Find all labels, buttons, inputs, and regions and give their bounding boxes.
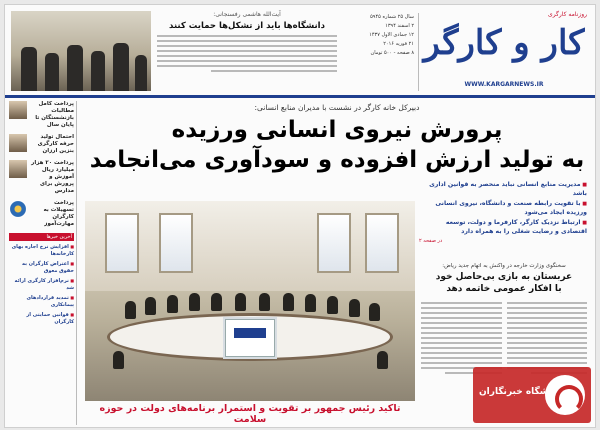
summary-bullet: ■ مدیریت منابع انسانی نباید منحصر به قوانین اداری باشد bbox=[419, 181, 587, 198]
issue-price: ۸ صفحه - ۵۰۰ تومان bbox=[370, 50, 414, 56]
top-story[interactable] bbox=[157, 11, 337, 93]
sidebar-bullet[interactable]: ■ قوانین حمایتی از کارگران bbox=[9, 311, 74, 326]
sidebar-bullet[interactable]: ■ تمدید قراردادهای پیمانکاری bbox=[9, 294, 74, 309]
newspaper-logo[interactable]: کار و کارگر bbox=[423, 23, 585, 63]
sidebar-news-text[interactable]: پرداخت تسهیلات به کارگران مهارت‌آموز bbox=[43, 200, 74, 227]
right-story-title-line-2[interactable]: با افکار عمومی خاتمه دهد bbox=[446, 284, 562, 294]
masthead-tagline: روزنامه کارگری bbox=[548, 11, 587, 18]
right-story-body bbox=[421, 299, 587, 377]
masthead bbox=[419, 9, 589, 93]
sidebar-bullet[interactable]: ■ اعتراض کارگران به حقوق معوق bbox=[9, 260, 74, 275]
continued-on-page[interactable]: در صفحه ۲ bbox=[419, 238, 443, 244]
main-headline-line-1[interactable]: پرورش نیروی انسانی ورزیده bbox=[171, 117, 503, 143]
top-story-kicker: آیت‌الله هاشمی رفسنجانی: bbox=[213, 11, 281, 18]
right-story-title[interactable] bbox=[421, 271, 587, 295]
badge-text: باشگاه خبرنگاران bbox=[479, 387, 556, 397]
sidebar-news-item[interactable] bbox=[9, 160, 74, 195]
left-sidebar bbox=[9, 101, 77, 425]
headline-summary bbox=[419, 181, 587, 244]
main-headline-line-2[interactable]: به تولید ارزش افزوده و سودآوری می‌انجامد bbox=[89, 147, 585, 173]
sidebar-news-item[interactable] bbox=[9, 134, 74, 155]
main-headline[interactable] bbox=[85, 115, 589, 175]
issue-date-gregorian: ۲۱ فوریه ۲۰۱۶ bbox=[383, 41, 414, 47]
newspaper-url[interactable]: WWW.KARGARNEWS.IR bbox=[464, 81, 544, 88]
watermark-badge bbox=[473, 367, 591, 423]
sidebar-bullet[interactable]: ■ افزایش نرخ اجاره بهای کارخانه‌ها bbox=[9, 243, 74, 258]
main-photo-caption[interactable]: تاکید رئیس جمهور بر تقویت و استمرار برنامه‌های دولت در حوزه سلامت bbox=[99, 403, 401, 425]
issue-date-persian: ۲ اسفند ۱۳۹۴ bbox=[385, 23, 414, 29]
sidebar-news-thumbnail[interactable] bbox=[9, 160, 27, 178]
issue-number: سال ۲۵ شماره ۵۹۴۵ bbox=[370, 14, 414, 20]
sidebar-news-text[interactable]: احتمال تولید حرفه کارگری بنزین ارزان bbox=[37, 134, 74, 154]
sidebar-news-text[interactable]: پرداخت ۲۰ هزار میلیارد ریال آموزش و پرورش برای مدارس bbox=[31, 160, 74, 194]
top-story-title[interactable]: دانشگاه‌ها باید از تشکل‌ها حمایت کنند bbox=[169, 21, 325, 31]
sidebar-news-thumbnail[interactable] bbox=[9, 134, 27, 152]
newspaper-front-page bbox=[4, 4, 596, 428]
summary-bullet: ■ ارتباط نزدیک کارگر، کارفرما و دولت، توسعه اقتصادی و رضایت شغلی را به همراه دارد bbox=[419, 219, 587, 236]
masthead-divider bbox=[5, 95, 595, 98]
sidebar-section-label: آخرین خبرها bbox=[9, 233, 74, 241]
summary-bullet: ■ با تقویت رابطه صنعت و دانشگاه، نیروی انسانی ورزیده ایجاد می‌شود bbox=[419, 200, 587, 217]
top-story-photo[interactable] bbox=[11, 11, 151, 91]
sidebar-news-item[interactable] bbox=[9, 200, 74, 228]
sidebar-bullet[interactable]: ■ نرم‌افزار کارگری ارائه شد bbox=[9, 277, 74, 292]
emblem-icon bbox=[9, 200, 27, 218]
sidebar-news-thumbnail[interactable] bbox=[9, 101, 27, 119]
issue-date-hijri: ۱۲ جمادی الاول ۱۴۳۷ bbox=[369, 32, 414, 38]
main-headline-kicker: دبیرکل خانه کارگر در نشست با مدیران منابع انسانی: bbox=[254, 103, 420, 112]
issue-info bbox=[357, 13, 419, 91]
right-story-kicker: سخنگوی وزارت خارجه در واکنش به اتهام جدید ریاض: bbox=[442, 263, 566, 269]
right-story-title-line-1[interactable]: عربستان به بازی بی‌حاصل خود bbox=[435, 272, 573, 282]
sidebar-news-item[interactable] bbox=[9, 101, 74, 129]
right-column-story[interactable] bbox=[421, 263, 587, 377]
main-photo-cabinet-meeting[interactable] bbox=[85, 201, 415, 401]
top-story-body bbox=[157, 35, 337, 72]
sidebar-news-text[interactable]: پرداخت کامل مطالبات بازنشستگان تا پایان سال bbox=[35, 101, 74, 128]
